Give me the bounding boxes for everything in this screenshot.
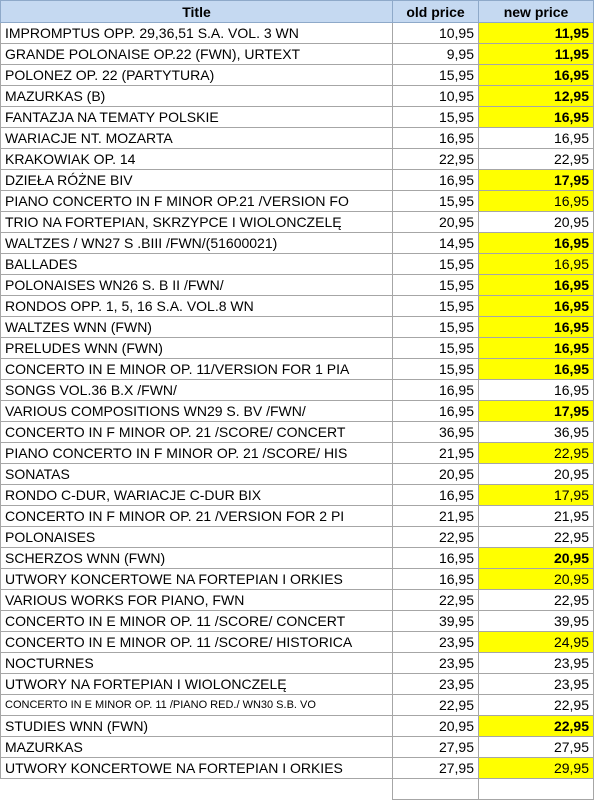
cell-title[interactable]: CONCERTO IN F MINOR OP. 21 /VERSION FOR 2 PI — [1, 506, 393, 527]
cell-new-price[interactable]: 22,95 — [479, 149, 594, 170]
cell-old-price[interactable]: 16,95 — [393, 128, 479, 149]
empty-row — [1, 779, 594, 800]
table-row — [1, 590, 594, 611]
cell-title[interactable]: SONATAS — [1, 464, 393, 485]
cell-title[interactable]: CONCERTO IN F MINOR OP. 21 /SCORE/ CONCERT — [1, 422, 393, 443]
cell-old-price[interactable]: 16,95 — [393, 380, 479, 401]
cell-title[interactable]: POLONAISES WN26 S. B II /FWN/ — [1, 275, 393, 296]
cell-new-price[interactable]: 22,95 — [479, 695, 594, 716]
cell-new-price[interactable]: 20,95 — [479, 569, 594, 590]
cell-title[interactable]: NOCTURNES — [1, 653, 393, 674]
table-row — [1, 149, 594, 170]
cell-old-price[interactable]: 23,95 — [393, 653, 479, 674]
table-row — [1, 233, 594, 254]
table-row — [1, 107, 594, 128]
cell-old-price[interactable]: 27,95 — [393, 737, 479, 758]
cell-new-price[interactable]: 11,95 — [479, 44, 594, 65]
table-row — [1, 422, 594, 443]
cell-new-price[interactable]: 16,95 — [479, 359, 594, 380]
cell-old-price[interactable]: 39,95 — [393, 611, 479, 632]
cell-old-price[interactable]: 23,95 — [393, 632, 479, 653]
cell-old-price[interactable]: 15,95 — [393, 65, 479, 86]
cell-new-price[interactable]: 17,95 — [479, 401, 594, 422]
cell-old-price[interactable]: 16,95 — [393, 170, 479, 191]
cell-new-price[interactable]: 20,95 — [479, 548, 594, 569]
cell-new-price[interactable]: 16,95 — [479, 317, 594, 338]
cell-title[interactable]: RONDO C-DUR, WARIACJE C-DUR BIX — [1, 485, 393, 506]
table-row — [1, 527, 594, 548]
cell-title[interactable]: RONDOS OPP. 1, 5, 16 S.A. VOL.8 WN — [1, 296, 393, 317]
cell-old-price[interactable]: 22,95 — [393, 149, 479, 170]
table-row — [1, 380, 594, 401]
cell-title[interactable]: UTWORY NA FORTEPIAN I WIOLONCZELĘ — [1, 674, 393, 695]
cell-title[interactable]: UTWORY KONCERTOWE NA FORTEPIAN I ORKIES — [1, 569, 393, 590]
table-row — [1, 359, 594, 380]
column-header-old-price[interactable]: old price — [393, 1, 479, 23]
table-row — [1, 296, 594, 317]
cell-title[interactable]: CONCERTO IN E MINOR OP. 11 /PIANO RED./ WN30 S.B. VO — [1, 695, 393, 716]
table-row — [1, 65, 594, 86]
cell-new-price[interactable]: 23,95 — [479, 653, 594, 674]
cell-title[interactable]: POLONEZ OP. 22 (PARTYTURA) — [1, 65, 393, 86]
cell-new-price[interactable]: 11,95 — [479, 23, 594, 44]
table-row — [1, 191, 594, 212]
table-row — [1, 653, 594, 674]
cell-title[interactable]: VARIOUS COMPOSITIONS WN29 S. BV /FWN/ — [1, 401, 393, 422]
table-row — [1, 338, 594, 359]
table-row — [1, 758, 594, 779]
cell-new-price[interactable]: 20,95 — [479, 212, 594, 233]
cell-title[interactable]: MAZURKAS (B) — [1, 86, 393, 107]
table-row — [1, 443, 594, 464]
cell-new-price[interactable]: 22,95 — [479, 716, 594, 737]
empty-cell-new-price[interactable] — [479, 779, 594, 800]
cell-old-price[interactable]: 15,95 — [393, 275, 479, 296]
cell-title[interactable]: UTWORY KONCERTOWE NA FORTEPIAN I ORKIES — [1, 758, 393, 779]
cell-new-price[interactable]: 16,95 — [479, 338, 594, 359]
cell-title[interactable]: MAZURKAS — [1, 737, 393, 758]
table-body — [1, 23, 594, 800]
cell-new-price[interactable]: 22,95 — [479, 527, 594, 548]
column-header-title[interactable]: Title — [1, 1, 393, 23]
table-row — [1, 212, 594, 233]
cell-old-price[interactable]: 21,95 — [393, 443, 479, 464]
table-row — [1, 674, 594, 695]
table-row — [1, 128, 594, 149]
cell-old-price[interactable]: 23,95 — [393, 674, 479, 695]
cell-title[interactable]: KRAKOWIAK OP. 14 — [1, 149, 393, 170]
column-header-new-price[interactable]: new price — [479, 1, 594, 23]
cell-old-price[interactable]: 15,95 — [393, 359, 479, 380]
empty-cell-title[interactable] — [1, 779, 393, 800]
cell-old-price[interactable]: 20,95 — [393, 212, 479, 233]
cell-old-price[interactable]: 22,95 — [393, 590, 479, 611]
cell-new-price[interactable]: 21,95 — [479, 506, 594, 527]
cell-title[interactable]: WALTZES / WN27 S .BIII /FWN/(51600021) — [1, 233, 393, 254]
cell-old-price[interactable]: 9,95 — [393, 44, 479, 65]
cell-old-price[interactable]: 15,95 — [393, 254, 479, 275]
table-row — [1, 611, 594, 632]
cell-title[interactable]: VARIOUS WORKS FOR PIANO, FWN — [1, 590, 393, 611]
cell-new-price[interactable]: 16,95 — [479, 65, 594, 86]
cell-new-price[interactable]: 16,95 — [479, 191, 594, 212]
cell-new-price[interactable]: 16,95 — [479, 275, 594, 296]
cell-old-price[interactable]: 15,95 — [393, 107, 479, 128]
cell-new-price[interactable]: 16,95 — [479, 107, 594, 128]
cell-old-price[interactable]: 15,95 — [393, 296, 479, 317]
cell-title[interactable]: TRIO NA FORTEPIAN, SKRZYPCE I WIOLONCZELĘ — [1, 212, 393, 233]
table-row — [1, 716, 594, 737]
cell-old-price[interactable]: 27,95 — [393, 758, 479, 779]
cell-new-price[interactable]: 27,95 — [479, 737, 594, 758]
table-row — [1, 506, 594, 527]
table-row — [1, 632, 594, 653]
table-row — [1, 401, 594, 422]
cell-new-price[interactable]: 17,95 — [479, 485, 594, 506]
empty-cell-old-price[interactable] — [393, 779, 479, 800]
cell-old-price[interactable]: 16,95 — [393, 485, 479, 506]
cell-old-price[interactable]: 21,95 — [393, 506, 479, 527]
cell-old-price[interactable]: 36,95 — [393, 422, 479, 443]
cell-old-price[interactable]: 15,95 — [393, 317, 479, 338]
cell-new-price[interactable]: 16,95 — [479, 233, 594, 254]
cell-title[interactable]: WALTZES WNN (FWN) — [1, 317, 393, 338]
cell-new-price[interactable]: 16,95 — [479, 380, 594, 401]
cell-new-price[interactable]: 16,95 — [479, 296, 594, 317]
cell-old-price[interactable]: 14,95 — [393, 233, 479, 254]
cell-new-price[interactable]: 24,95 — [479, 632, 594, 653]
cell-new-price[interactable]: 29,95 — [479, 758, 594, 779]
cell-title[interactable]: POLONAISES — [1, 527, 393, 548]
cell-new-price[interactable]: 22,95 — [479, 443, 594, 464]
table-row — [1, 464, 594, 485]
table-row — [1, 170, 594, 191]
table-row — [1, 548, 594, 569]
cell-new-price[interactable]: 16,95 — [479, 254, 594, 275]
cell-title[interactable]: WARIACJE NT. MOZARTA — [1, 128, 393, 149]
cell-title[interactable]: PIANO CONCERTO IN F MINOR OP. 21 /SCORE/ HIS — [1, 443, 393, 464]
cell-old-price[interactable]: 22,95 — [393, 695, 479, 716]
cell-old-price[interactable]: 16,95 — [393, 569, 479, 590]
table-row — [1, 23, 594, 44]
cell-title[interactable]: GRANDE POLONAISE OP.22 (FWN), URTEXT — [1, 44, 393, 65]
cell-new-price[interactable]: 39,95 — [479, 611, 594, 632]
cell-new-price[interactable]: 12,95 — [479, 86, 594, 107]
table-row — [1, 86, 594, 107]
cell-new-price[interactable]: 36,95 — [479, 422, 594, 443]
cell-title[interactable]: IMPROMPTUS OPP. 29,36,51 S.A. VOL. 3 WN — [1, 23, 393, 44]
cell-old-price[interactable]: 16,95 — [393, 548, 479, 569]
table-row — [1, 737, 594, 758]
header-row — [1, 1, 594, 23]
cell-title[interactable]: DZIEŁA RÓŻNE BIV — [1, 170, 393, 191]
cell-title[interactable]: PRELUDES WNN (FWN) — [1, 338, 393, 359]
cell-new-price[interactable]: 22,95 — [479, 590, 594, 611]
table-row — [1, 485, 594, 506]
cell-new-price[interactable]: 17,95 — [479, 170, 594, 191]
cell-new-price[interactable]: 23,95 — [479, 674, 594, 695]
table-row — [1, 695, 594, 716]
table-row — [1, 44, 594, 65]
cell-old-price[interactable]: 20,95 — [393, 716, 479, 737]
cell-title[interactable]: SONGS VOL.36 B.X /FWN/ — [1, 380, 393, 401]
cell-old-price[interactable]: 16,95 — [393, 401, 479, 422]
cell-title[interactable]: CONCERTO IN E MINOR OP. 11 /SCORE/ HISTORICA — [1, 632, 393, 653]
cell-title[interactable]: FANTAZJA NA TEMATY POLSKIE — [1, 107, 393, 128]
cell-old-price[interactable]: 22,95 — [393, 527, 479, 548]
cell-old-price[interactable]: 20,95 — [393, 464, 479, 485]
table-row — [1, 569, 594, 590]
table-row — [1, 254, 594, 275]
cell-old-price[interactable]: 10,95 — [393, 23, 479, 44]
cell-title[interactable]: CONCERTO IN E MINOR OP. 11/VERSION FOR 1 PIA — [1, 359, 393, 380]
cell-title[interactable]: STUDIES WNN (FWN) — [1, 716, 393, 737]
table-row — [1, 317, 594, 338]
cell-title[interactable]: PIANO CONCERTO IN F MINOR OP.21 /VERSION FO — [1, 191, 393, 212]
cell-title[interactable]: BALLADES — [1, 254, 393, 275]
cell-title[interactable]: CONCERTO IN E MINOR OP. 11 /SCORE/ CONCERT — [1, 611, 393, 632]
cell-old-price[interactable]: 15,95 — [393, 191, 479, 212]
cell-new-price[interactable]: 16,95 — [479, 128, 594, 149]
cell-old-price[interactable]: 10,95 — [393, 86, 479, 107]
cell-old-price[interactable]: 15,95 — [393, 338, 479, 359]
table-row — [1, 275, 594, 296]
cell-title[interactable]: SCHERZOS WNN (FWN) — [1, 548, 393, 569]
cell-new-price[interactable]: 20,95 — [479, 464, 594, 485]
